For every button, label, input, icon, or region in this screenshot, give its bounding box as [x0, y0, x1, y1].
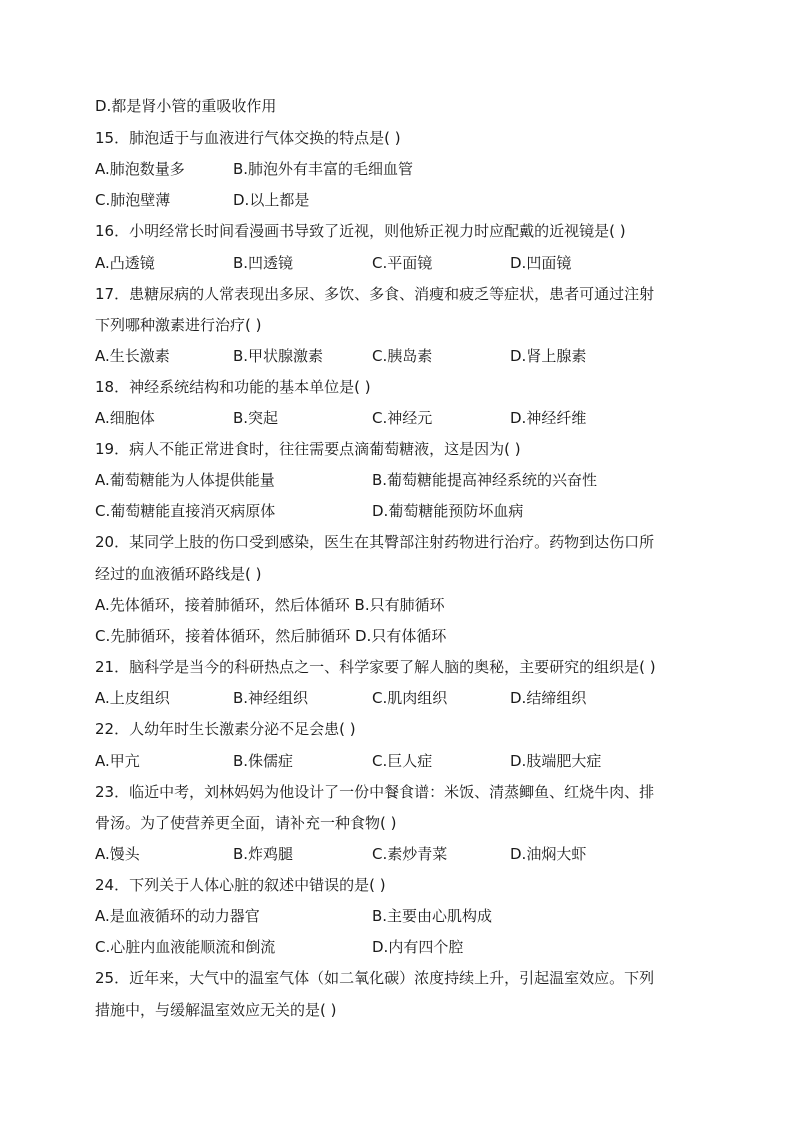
- q19-option-b: B.葡萄糖能提高神经系统的兴奋性: [372, 471, 598, 489]
- q24-option-a: A.是血液循环的动力器官: [95, 907, 260, 925]
- q24-option-b: B.主要由心肌构成: [372, 907, 493, 925]
- q24-stem: 24．下列关于人体心脏的叙述中错误的是( ): [95, 876, 386, 894]
- q24-option-c: C.心脏内血液能顺流和倒流: [95, 938, 276, 956]
- q19-option-c: C.葡萄糖能直接消灭病原体: [95, 502, 276, 520]
- q18-option-a: A.细胞体: [95, 409, 155, 427]
- q17-option-c: C.胰岛素: [372, 347, 433, 365]
- q23-stem-line1: 23．临近中考，刘林妈妈为他设计了一份中餐食谱：米饭、清蒸鲫鱼、红烧牛肉、排: [95, 783, 655, 801]
- q23-option-c: C.素炒青菜: [372, 845, 448, 863]
- q17-stem-line1: 17．患糖尿病的人常表现出多尿、多饮、多食、消瘦和疲乏等症状，患者可通过注射: [95, 285, 655, 303]
- q23-option-b: B.炸鸡腿: [233, 845, 294, 863]
- q24-option-d: D.内有四个腔: [372, 938, 464, 956]
- q15-stem: 15．肺泡适于与血液进行气体交换的特点是( ): [95, 129, 401, 147]
- q18-option-c: C.神经元: [372, 409, 433, 427]
- q15-option-d: D.以上都是: [233, 191, 310, 209]
- q21-option-b: B.神经组织: [233, 689, 309, 707]
- q18-stem: 18．神经系统结构和功能的基本单位是( ): [95, 378, 371, 396]
- q16-option-a: A.凸透镜: [95, 254, 155, 272]
- q16-option-c: C.平面镜: [372, 254, 433, 272]
- q17-stem-line2: 下列哪种激素进行治疗( ): [95, 316, 262, 334]
- q18-option-b: B.突起: [233, 409, 279, 427]
- q23-option-a: A.馒头: [95, 845, 140, 863]
- q17-option-b: B.甲状腺激素: [233, 347, 324, 365]
- q23-stem-line2: 骨汤。为了使营养更全面，请补充一种食物( ): [95, 814, 397, 832]
- q25-stem-line1: 25．近年来，大气中的温室气体（如二氧化碳）浓度持续上升，引起温室效应。下列: [95, 969, 655, 987]
- q23-option-d: D.油焖大虾: [510, 845, 587, 863]
- q18-option-d: D.神经纤维: [510, 409, 587, 427]
- q16-option-b: B.凹透镜: [233, 254, 294, 272]
- q20-stem-line1: 20．某同学上肢的伤口受到感染，医生在其臀部注射药物进行治疗。药物到达伤口所: [95, 533, 655, 551]
- q22-option-d: D.肢端肥大症: [510, 752, 602, 770]
- q20-options-ab: A.先体循环，接着肺循环，然后体循环 B.只有肺循环: [95, 596, 445, 614]
- q21-option-c: C.肌肉组织: [372, 689, 448, 707]
- q19-stem: 19．病人不能正常进食时，往往需要点滴葡萄糖液，这是因为( ): [95, 440, 521, 458]
- q22-stem: 22．人幼年时生长激素分泌不足会患( ): [95, 720, 356, 738]
- q16-stem: 16．小明经常长时间看漫画书导致了近视，则他矫正视力时应配戴的近视镜是( ): [95, 222, 626, 240]
- q21-option-d: D.结缔组织: [510, 689, 587, 707]
- q20-stem-line2: 经过的血液循环路线是( ): [95, 565, 262, 583]
- q19-option-a: A.葡萄糖能为人体提供能量: [95, 471, 275, 489]
- q17-option-d: D.肾上腺素: [510, 347, 587, 365]
- q22-option-a: A.甲亢: [95, 752, 140, 770]
- q15-option-c: C.肺泡壁薄: [95, 191, 171, 209]
- q15-option-a: A.肺泡数量多: [95, 160, 185, 178]
- q25-stem-line2: 措施中，与缓解温室效应无关的是( ): [95, 1001, 337, 1019]
- q19-option-d: D.葡萄糖能预防坏血病: [372, 502, 524, 520]
- q15-option-b: B.肺泡外有丰富的毛细血管: [233, 160, 414, 178]
- q17-option-a: A.生长激素: [95, 347, 170, 365]
- q22-option-c: C.巨人症: [372, 752, 433, 770]
- q16-option-d: D.凹面镜: [510, 254, 572, 272]
- q21-stem: 21．脑科学是当今的科研热点之一、科学家要了解人脑的奥秘，主要研究的组织是( ): [95, 658, 656, 676]
- q20-options-cd: C.先肺循环，接着体循环，然后肺循环 D.只有体循环: [95, 627, 447, 645]
- q22-option-b: B.侏儒症: [233, 752, 294, 770]
- q21-option-a: A.上皮组织: [95, 689, 170, 707]
- q14-option-d: D.都是肾小管的重吸收作用: [95, 97, 277, 115]
